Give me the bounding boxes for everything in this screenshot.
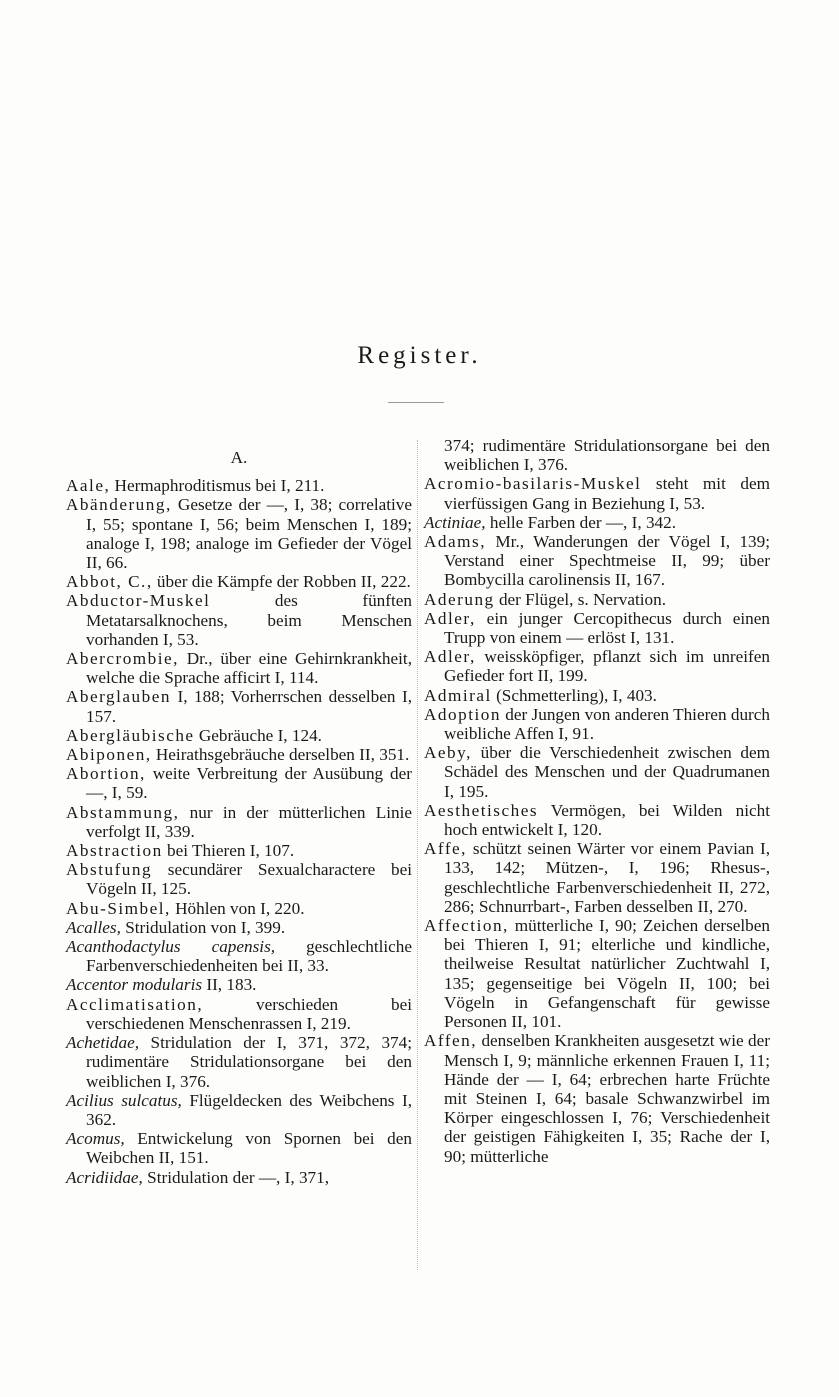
index-entry xyxy=(424,647,770,685)
entry-headword: Abergläubische xyxy=(66,725,195,745)
entry-headword: Abiponen, xyxy=(66,745,152,765)
entry-text: Höhlen von I, 220. xyxy=(170,898,305,918)
continued-entry: 374; rudimentäre Stridulationsorgane bei den weiblichen I, 376. xyxy=(444,436,770,475)
entry-headword: Abductor-Muskel xyxy=(66,591,211,611)
entry-headword: Abortion, xyxy=(66,764,146,784)
index-entry xyxy=(424,839,770,916)
index-entry xyxy=(66,687,412,725)
index-entry xyxy=(66,726,412,745)
index-entry xyxy=(66,764,412,802)
entry-text: Stridulation von I, 399. xyxy=(120,917,286,937)
title-rule xyxy=(388,402,444,403)
entry-text: bei Thieren I, 107. xyxy=(162,841,295,861)
entry-headword: Acclimatisation, xyxy=(66,994,204,1014)
entry-headword: Adoption xyxy=(424,704,501,724)
entries-left xyxy=(66,476,412,1187)
index-entry xyxy=(66,1033,412,1091)
index-entry xyxy=(66,572,412,591)
index-entry xyxy=(66,841,412,860)
entry-headword: Acridiidae, xyxy=(66,1167,143,1187)
index-entry xyxy=(66,899,412,918)
entry-text: nur in der mütterlichen Linie verfolgt II, 339. xyxy=(86,802,412,841)
entry-text: über die Verschiedenheit zwischen dem Schädel des Menschen und der Quadrumanen I, 195. xyxy=(444,743,770,801)
entry-text: Gesetze der —, I, 38; correlative I, 55; spontane I, 56; beim Menschen I, 189; analoge I, 198; analoge im Gefieder der Vögel II, 66. xyxy=(86,495,412,573)
entry-headword: Abu-Simbel, xyxy=(66,898,171,918)
entry-text: I, 188; Vorherrschen desselben I, 157. xyxy=(86,687,412,726)
index-entry xyxy=(66,860,412,898)
entry-headword: Abänderung, xyxy=(66,495,172,515)
index-entry xyxy=(424,743,770,801)
entry-text: der Flügel, s. Nervation. xyxy=(494,589,667,609)
index-entry xyxy=(66,937,412,975)
entry-headword: Aale, xyxy=(66,476,111,496)
entry-headword: Adler, xyxy=(424,608,476,628)
entry-text: helle Farben der —, I, 342. xyxy=(485,512,677,532)
entry-headword: Affen, xyxy=(424,1031,478,1051)
entry-text: verschieden bei verschiedenen Menschenrassen I, 219. xyxy=(86,994,412,1033)
entry-text: über die Kämpfe der Robben II, 222. xyxy=(152,572,411,592)
index-entry xyxy=(424,590,770,609)
entry-text: (Schmetterling), I, 403. xyxy=(491,685,657,705)
entry-text: Mr., Wanderungen der Vögel I, 139; Verstand einer Spechtmeise II, 99; über Bombycilla carolinensis II, 167. xyxy=(444,532,770,590)
entry-headword: Abstammung, xyxy=(66,802,180,822)
column-divider xyxy=(417,440,418,1270)
entry-text: mütterliche I, 90; Zeichen derselben bei Thieren I, 91; elterliche und kindliche, theilweise Resultat natürlicher Zuchtwahl I, 135; gegenseitige bei Vögeln II, 100; bei Vögeln in Gefangenschaft für gewisse Personen II, 101. xyxy=(444,916,770,1032)
entry-headword: Actiniae, xyxy=(424,512,486,532)
entry-text: weite Verbreitung der Ausübung der —, I, 59. xyxy=(86,764,412,803)
entry-headword: Abbot, C., xyxy=(66,572,153,592)
index-entry xyxy=(424,686,770,705)
entry-text: geschlechtliche Farbenverschiedenheiten bei II, 33. xyxy=(86,937,413,976)
index-entry xyxy=(66,495,412,572)
entry-text: der Jungen von anderen Thieren durch weibliche Affen I, 91. xyxy=(444,704,770,744)
page-title: Register. xyxy=(357,342,482,369)
section-letter: A. xyxy=(230,448,248,467)
index-entry xyxy=(66,1168,412,1187)
index-entry xyxy=(424,532,770,590)
entry-headword: Achetidae, xyxy=(66,1033,140,1053)
entry-text: ein junger Cercopithecus durch einen Trupp von einem — erlöst I, 131. xyxy=(444,608,770,648)
entry-text: steht mit dem vierfüssigen Gang in Beziehung I, 53. xyxy=(444,474,770,513)
entry-text: Stridulation der —, I, 371, xyxy=(142,1167,330,1187)
index-column-right xyxy=(424,436,770,1166)
entry-text: des fünften Metatarsalknochens, beim Menschen vorhanden I, 53. xyxy=(86,591,412,649)
entry-text: Dr., über eine Gehirnkrankheit, welche die Sprache afficirt I, 114. xyxy=(86,649,412,688)
entry-headword: Acomus, xyxy=(66,1129,125,1149)
entry-headword: Aderung xyxy=(424,589,495,609)
entry-headword: Acalles, xyxy=(66,917,121,937)
index-entry xyxy=(66,975,412,994)
index-entry xyxy=(66,803,412,841)
index-entry xyxy=(66,995,412,1033)
entry-headword: Abstraction xyxy=(66,841,163,861)
entry-headword: Admiral xyxy=(424,685,492,705)
index-entry xyxy=(66,918,412,937)
entry-headword: Aberglauben xyxy=(66,687,171,707)
index-entry xyxy=(66,745,412,764)
entry-headword: Acromio-basilaris-Muskel xyxy=(424,474,642,494)
entry-headword: Aesthetisches xyxy=(424,800,539,820)
index-column-left xyxy=(66,436,412,1187)
index-entry xyxy=(424,705,770,743)
index-entry xyxy=(424,513,770,532)
entry-text: denselben Krankheiten ausgesetzt wie der Mensch I, 9; männliche erkennen Frauen I, 11; Hände der — I, 64; erbrechen harte Früchte mit Steinen I, 64; basale Schwanzwirbel im Körper eingeschlossen I, 76; Verschiedenheit der geistigen Fähigkeiten I, 35; Rache der I, 90; mütterliche xyxy=(444,1031,770,1166)
entries-right xyxy=(424,474,770,1165)
entry-text: Vermögen, bei Wilden nicht hoch entwickelt I, 120. xyxy=(444,800,770,840)
entry-headword: Adams, xyxy=(424,532,486,552)
index-entry xyxy=(66,1091,412,1129)
entry-text: weissköpfiger, pflanzt sich im unreifen Gefieder fort II, 199. xyxy=(444,647,770,686)
entry-text: Flügeldecken des Weibchens I, 362. xyxy=(86,1090,412,1129)
index-entry xyxy=(66,476,412,495)
entry-headword: Acanthodactylus capensis, xyxy=(66,937,276,957)
index-entry xyxy=(424,801,770,839)
entry-headword: Aeby, xyxy=(424,743,472,763)
entry-text: Hermaphroditismus bei I, 211. xyxy=(110,476,325,496)
entry-text: secundärer Sexualcharactere bei Vögeln II, 125. xyxy=(86,860,412,899)
entry-text: Entwickelung von Spornen bei den Weibchen II, 151. xyxy=(86,1129,412,1168)
index-entry xyxy=(424,609,770,647)
entry-text: Gebräuche I, 124. xyxy=(194,725,322,745)
entry-headword: Accentor modularis xyxy=(66,975,203,995)
entry-text: Heirathsgebräuche derselben II, 351. xyxy=(151,745,410,765)
entry-headword: Abercrombie, xyxy=(66,649,179,669)
index-entry xyxy=(66,1129,412,1167)
entry-text: schützt seinen Wärter vor einem Pavian I, 133, 142; Mützen-, I, 196; Rhesus-, geschlechtliche Farbenverschiedenheit II, 272, 286; Schnurrbart-, Farben desselben II, 270. xyxy=(444,839,770,916)
entry-text: Stridulation der I, 371, 372, 374; rudimentäre Stridulationsorgane bei den weiblichen I, 376. xyxy=(86,1033,412,1091)
entry-headword: Affe, xyxy=(424,839,467,859)
entry-headword: Abstufung xyxy=(66,860,153,880)
index-entry xyxy=(424,916,770,1031)
entry-headword: Affection, xyxy=(424,916,509,936)
entry-headword: Acilius sulcatus, xyxy=(66,1090,182,1110)
index-entry xyxy=(424,474,770,512)
index-entry xyxy=(424,1031,770,1165)
entry-headword: Adler, xyxy=(424,647,476,667)
index-entry xyxy=(66,591,412,649)
entry-text: II, 183. xyxy=(202,975,257,995)
index-entry xyxy=(66,649,412,687)
